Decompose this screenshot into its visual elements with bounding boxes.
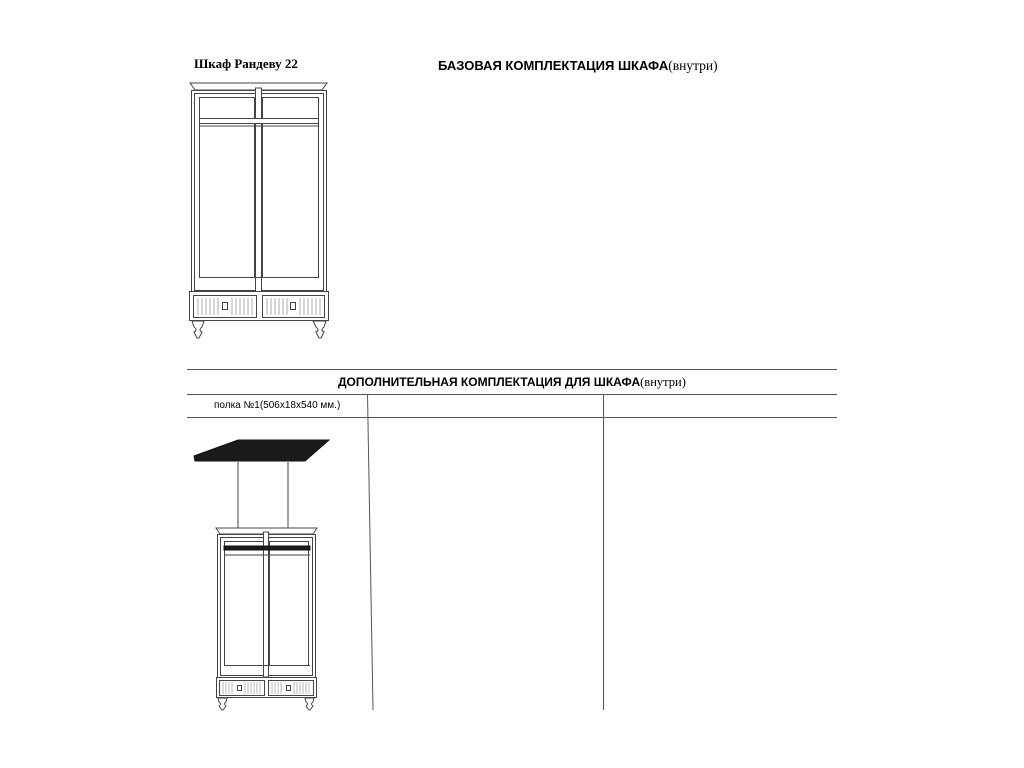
shelf-panel: [194, 440, 329, 461]
small-right-leg: [305, 698, 314, 710]
extra-heading-suffix: (внутри): [640, 375, 686, 389]
base-heading-bold: БАЗОВАЯ КОМПЛЕКТАЦИЯ ШКАФА: [438, 58, 669, 73]
left-drawer-handle-icon: [223, 303, 228, 310]
small-left-leg: [218, 698, 227, 710]
extra-heading-bold: ДОПОЛНИТЕЛЬНАЯ КОМПЛЕКТАЦИЯ ДЛЯ ШКАФА: [338, 375, 641, 389]
small-left-drawer-handle-icon: [238, 686, 242, 691]
shelf-column-label: полка №1(506х18х540 мм.): [214, 400, 341, 411]
wardrobe-top-shelf: [200, 119, 319, 124]
table-column-divider-1: [368, 394, 374, 710]
small-wardrobe-center-divider: [264, 532, 269, 677]
left-leg: [192, 321, 204, 338]
wardrobe-drawing: [190, 83, 329, 338]
base-heading-suffix: (внутри): [668, 58, 718, 73]
wardrobe-with-shelf-drawing: [216, 528, 317, 710]
product-title: Шкаф Рандеву 22: [194, 56, 298, 71]
right-drawer-handle-icon: [291, 303, 296, 310]
installed-shelf: [224, 546, 310, 550]
right-leg: [313, 321, 326, 338]
small-right-drawer-handle-icon: [287, 686, 291, 691]
